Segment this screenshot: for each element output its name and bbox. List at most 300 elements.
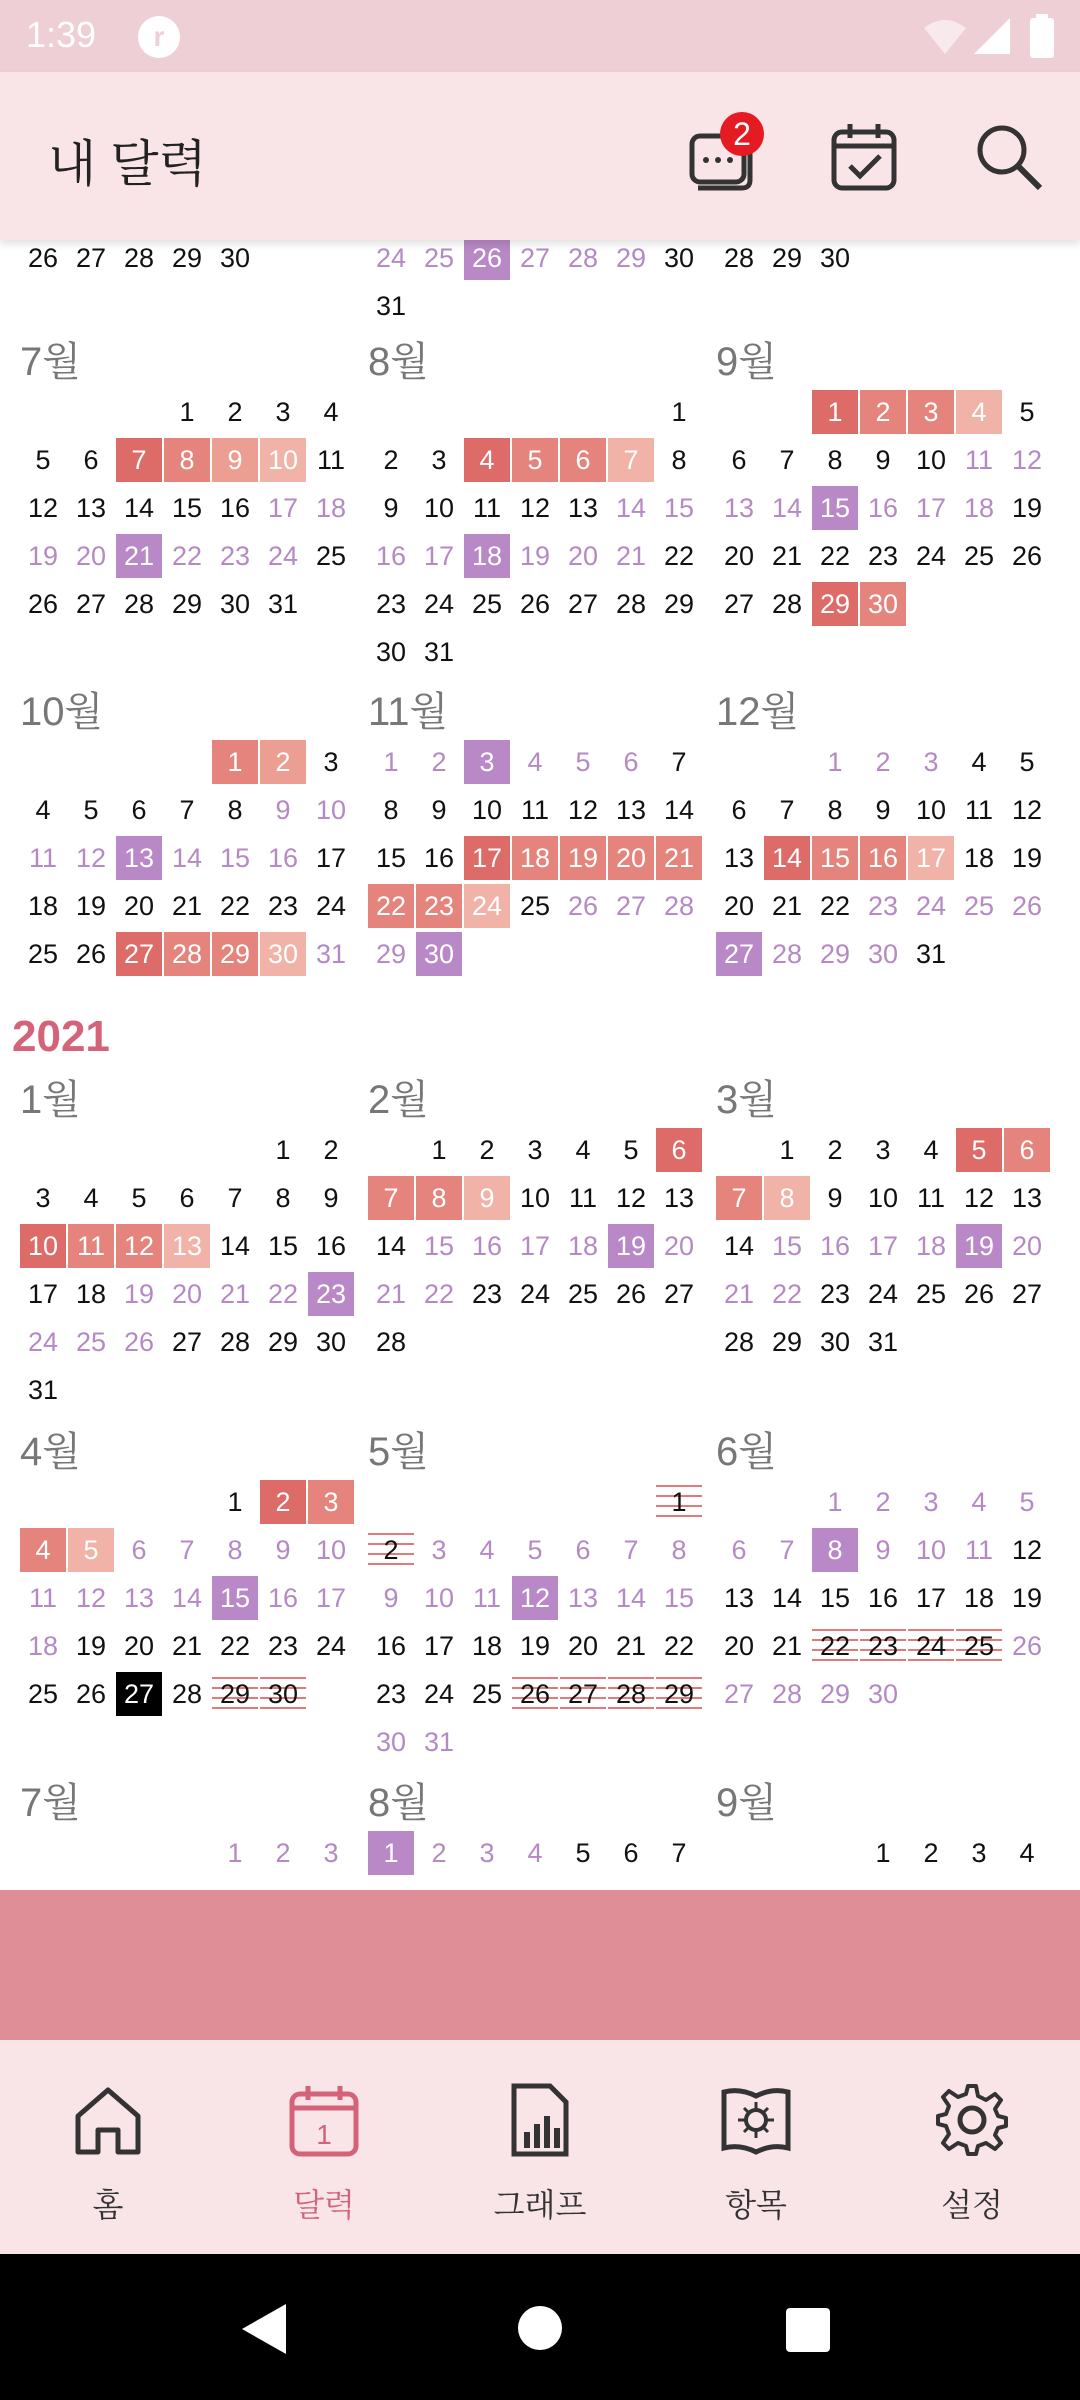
calendar-day[interactable]: 19 <box>560 836 606 880</box>
calendar-day[interactable]: 8 <box>416 1176 462 1220</box>
calendar-day[interactable]: 9 <box>875 1535 891 1565</box>
calendar-day[interactable]: 2 <box>479 1135 495 1165</box>
calendar-day[interactable]: 29 <box>615 243 647 273</box>
calendar-day[interactable]: 8 <box>671 1535 687 1565</box>
calendar-day[interactable]: 11 <box>472 1583 502 1613</box>
calendar-day[interactable]: 10 <box>423 1583 455 1613</box>
calendar-day[interactable]: 23 <box>267 1631 299 1661</box>
calendar-day[interactable]: 4 <box>1019 1838 1035 1868</box>
calendar-day[interactable]: 12 <box>567 795 599 825</box>
calendar-day[interactable]: 4 <box>527 1838 543 1868</box>
calendar-day[interactable]: 8 <box>164 438 210 482</box>
calendar-day[interactable]: 21 <box>171 1631 203 1661</box>
calendar-day[interactable]: 18 <box>27 1631 59 1661</box>
calendar-day[interactable]: 30 <box>219 589 251 619</box>
calendar-day[interactable]: 1 <box>212 740 258 784</box>
calendar-day[interactable]: 29 <box>812 582 858 626</box>
calendar-day[interactable]: 20 <box>75 541 107 571</box>
calendar-day[interactable]: 28 <box>771 1679 803 1709</box>
calendar-day[interactable]: 27 <box>567 589 599 619</box>
calendar-day[interactable]: 3 <box>308 1480 354 1524</box>
calendar-day[interactable]: 27 <box>116 932 162 976</box>
calendar-day[interactable]: 24 <box>464 884 510 928</box>
calendar-day[interactable]: 11 <box>964 1535 994 1565</box>
calendar-day[interactable]: 23 <box>219 541 251 571</box>
calendar-day[interactable]: 4 <box>527 747 543 777</box>
calendar-day[interactable]: 17 <box>867 1231 899 1261</box>
calendar-day[interactable]: 28 <box>164 932 210 976</box>
calendar-day[interactable]: 18 <box>512 836 558 880</box>
calendar-day[interactable]: 6 <box>623 747 639 777</box>
calendar-day[interactable]: 13 <box>663 1183 695 1213</box>
calendar-day[interactable]: 27 <box>716 932 762 976</box>
calendar-day[interactable]: 21 <box>656 836 702 880</box>
calendar-day[interactable]: 6 <box>731 1535 747 1565</box>
calendar-day[interactable]: 7 <box>227 1183 243 1213</box>
calendar-day[interactable]: 2 <box>875 1487 891 1517</box>
calendar-day[interactable]: 8 <box>671 445 687 475</box>
calendar-day[interactable]: 23 <box>867 891 899 921</box>
calendar-day[interactable]: 1 <box>875 1838 891 1868</box>
calendar-day[interactable]: 18 <box>963 843 995 873</box>
back-icon[interactable] <box>242 2304 286 2354</box>
calendar-day[interactable]: 14 <box>219 1231 251 1261</box>
calendar-day[interactable]: 19 <box>27 541 59 571</box>
calendar-day[interactable]: 25 <box>519 891 551 921</box>
calendar-day[interactable]: 10 <box>315 795 347 825</box>
calendar-day[interactable]: 26 <box>567 891 599 921</box>
calendar-day[interactable]: 3 <box>35 1183 51 1213</box>
calendar-day[interactable]: 27 <box>723 589 755 619</box>
calendar-day[interactable]: 28 <box>771 589 803 619</box>
calendar-day[interactable]: 1 <box>656 1480 702 1524</box>
calendar-day[interactable]: 6 <box>731 445 747 475</box>
calendar-day[interactable]: 29 <box>171 243 203 273</box>
calendar-day[interactable]: 5 <box>512 438 558 482</box>
calendar-day[interactable]: 6 <box>83 445 99 475</box>
calendar-day[interactable]: 30 <box>867 1679 899 1709</box>
calendar-day[interactable]: 17 <box>915 1583 947 1613</box>
calendar-day[interactable]: 6 <box>179 1183 195 1213</box>
calendar-day[interactable]: 22 <box>219 1631 251 1661</box>
calendar-day[interactable]: 2 <box>827 1135 843 1165</box>
calendar-day[interactable]: 31 <box>267 589 299 619</box>
calendar-day[interactable]: 13 <box>116 836 162 880</box>
calendar-day[interactable]: 12 <box>512 1576 558 1620</box>
calendar-day[interactable]: 7 <box>779 795 795 825</box>
calendar-day[interactable]: 14 <box>615 493 647 523</box>
calendar-day[interactable]: 13 <box>1011 1183 1043 1213</box>
calendar-day[interactable]: 9 <box>275 795 291 825</box>
calendar-day[interactable]: 11 <box>68 1224 114 1268</box>
calendar-day[interactable]: 20 <box>723 891 755 921</box>
calendar-day[interactable]: 1 <box>671 397 687 427</box>
calendar-day[interactable]: 3 <box>479 1838 495 1868</box>
calendar-day[interactable]: 12 <box>75 1583 107 1613</box>
calendar-day[interactable]: 10 <box>315 1535 347 1565</box>
search-icon[interactable] <box>968 116 1048 196</box>
calendar-day[interactable]: 18 <box>963 493 995 523</box>
calendar-day[interactable]: 15 <box>663 1583 695 1613</box>
calendar-day[interactable]: 5 <box>83 795 99 825</box>
calendar-day[interactable]: 10 <box>915 795 947 825</box>
calendar-day[interactable]: 30 <box>375 1727 407 1757</box>
calendar-day[interactable]: 1 <box>227 1487 243 1517</box>
calendar-day[interactable]: 12 <box>116 1224 162 1268</box>
calendar-day[interactable]: 8 <box>764 1176 810 1220</box>
calendar-day[interactable]: 17 <box>915 493 947 523</box>
calendar-day[interactable]: 22 <box>171 541 203 571</box>
calendar-day[interactable]: 4 <box>956 390 1002 434</box>
calendar-day[interactable]: 20 <box>1011 1231 1043 1261</box>
calendar-day[interactable]: 15 <box>267 1231 299 1261</box>
calendar-day[interactable]: 24 <box>915 541 947 571</box>
calendar-day[interactable]: 28 <box>608 1672 654 1716</box>
calendar-day[interactable]: 6 <box>560 438 606 482</box>
calendar-day[interactable]: 22 <box>771 1279 803 1309</box>
calendar-day[interactable]: 13 <box>75 493 107 523</box>
calendar-day[interactable]: 19 <box>75 891 107 921</box>
calendar-day[interactable]: 21 <box>375 1279 407 1309</box>
calendar-day[interactable]: 10 <box>20 1224 66 1268</box>
calendar-day[interactable]: 18 <box>464 534 510 578</box>
calendar-day[interactable]: 23 <box>819 1279 851 1309</box>
calendar-day[interactable]: 12 <box>1011 445 1043 475</box>
calendar-day[interactable]: 15 <box>219 843 251 873</box>
calendar-day[interactable]: 24 <box>315 1631 347 1661</box>
calendar-day[interactable]: 3 <box>464 740 510 784</box>
calendar-day[interactable]: 26 <box>75 1679 107 1709</box>
calendar-day[interactable]: 25 <box>27 1679 59 1709</box>
calendar-day[interactable]: 11 <box>28 843 58 873</box>
calendar-day[interactable]: 13 <box>723 843 755 873</box>
calendar-day[interactable]: 30 <box>416 932 462 976</box>
calendar-day[interactable]: 25 <box>27 939 59 969</box>
calendar-day[interactable]: 16 <box>819 1231 851 1261</box>
calendar-day[interactable]: 30 <box>260 932 306 976</box>
calendar-day[interactable]: 16 <box>471 1231 503 1261</box>
calendar-day[interactable]: 1 <box>779 1135 795 1165</box>
calendar-day[interactable]: 23 <box>375 589 407 619</box>
calendar-day[interactable]: 21 <box>723 1279 755 1309</box>
calendar-day[interactable]: 3 <box>875 1135 891 1165</box>
calendar-day[interactable]: 29 <box>267 1327 299 1357</box>
calendar-day[interactable]: 3 <box>431 1535 447 1565</box>
calendar-day[interactable]: 26 <box>1011 891 1043 921</box>
calendar-day[interactable]: 28 <box>723 1327 755 1357</box>
calendar-day[interactable]: 6 <box>656 1128 702 1172</box>
calendar-day[interactable]: 16 <box>860 836 906 880</box>
calendar-day[interactable]: 9 <box>875 795 891 825</box>
calendar-day[interactable]: 15 <box>812 836 858 880</box>
calendar-day[interactable]: 16 <box>219 493 251 523</box>
calendar-day[interactable]: 12 <box>1011 795 1043 825</box>
calendar-day[interactable]: 20 <box>171 1279 203 1309</box>
calendar-day[interactable]: 29 <box>212 932 258 976</box>
calendar-day[interactable]: 29 <box>771 243 803 273</box>
calendar-day[interactable]: 19 <box>519 1631 551 1661</box>
calendar-day[interactable]: 23 <box>267 891 299 921</box>
calendar-day[interactable]: 29 <box>663 589 695 619</box>
calendar-day[interactable]: 15 <box>819 1583 851 1613</box>
calendar-day[interactable]: 27 <box>615 891 647 921</box>
calendar-day[interactable]: 7 <box>779 1535 795 1565</box>
calendar-day[interactable]: 24 <box>915 891 947 921</box>
calendar-day[interactable]: 14 <box>375 1231 407 1261</box>
calendar-day[interactable]: 5 <box>68 1528 114 1572</box>
nav-calendar[interactable] <box>244 2080 404 2240</box>
calendar-day[interactable]: 1 <box>431 1135 447 1165</box>
calendar-day[interactable]: 29 <box>656 1672 702 1716</box>
calendar-day[interactable]: 7 <box>671 1838 687 1868</box>
calendar-day[interactable]: 12 <box>1011 1535 1043 1565</box>
calendar-day[interactable]: 16 <box>267 843 299 873</box>
calendar-day[interactable]: 23 <box>416 884 462 928</box>
calendar-day[interactable]: 10 <box>471 795 503 825</box>
calendar-day[interactable]: 30 <box>860 582 906 626</box>
calendar-day[interactable]: 20 <box>723 1631 755 1661</box>
calendar-day[interactable]: 3 <box>527 1135 543 1165</box>
calendar-day[interactable]: 25 <box>567 1279 599 1309</box>
calendar-day[interactable]: 7 <box>179 1535 195 1565</box>
calendar-day[interactable]: 17 <box>315 1583 347 1613</box>
calendar-day[interactable]: 4 <box>479 1535 495 1565</box>
calendar-day[interactable]: 23 <box>375 1679 407 1709</box>
calendar-day[interactable]: 20 <box>123 891 155 921</box>
calendar-day[interactable]: 8 <box>227 1535 243 1565</box>
calendar-day[interactable]: 27 <box>663 1279 695 1309</box>
calendar-day[interactable]: 24 <box>867 1279 899 1309</box>
calendar-day[interactable]: 26 <box>75 939 107 969</box>
calendar-day[interactable]: 10 <box>867 1183 899 1213</box>
calendar-day[interactable]: 12 <box>615 1183 647 1213</box>
calendar-day[interactable]: 9 <box>464 1176 510 1220</box>
calendar-day[interactable]: 12 <box>75 843 107 873</box>
calendar-day[interactable]: 3 <box>908 390 954 434</box>
calendar-day[interactable]: 28 <box>123 589 155 619</box>
calendar-day[interactable]: 13 <box>123 1583 155 1613</box>
calendar-day[interactable]: 4 <box>971 747 987 777</box>
calendar-day[interactable]: 26 <box>27 243 59 273</box>
calendar-day[interactable]: 23 <box>867 541 899 571</box>
calendar-day[interactable]: 22 <box>267 1279 299 1309</box>
calendar-day[interactable]: 10 <box>915 1535 947 1565</box>
calendar-day[interactable]: 7 <box>623 1535 639 1565</box>
calendar-day[interactable]: 20 <box>608 836 654 880</box>
calendar-day[interactable]: 16 <box>267 1583 299 1613</box>
calendar-day[interactable]: 2 <box>431 1838 447 1868</box>
calendar-day[interactable]: 3 <box>971 1838 987 1868</box>
calendar-day[interactable]: 4 <box>323 397 339 427</box>
calendar-day[interactable]: 7 <box>608 438 654 482</box>
calendar-day[interactable]: 8 <box>275 1183 291 1213</box>
calendar-grid[interactable] <box>0 240 1080 1890</box>
calendar-day[interactable]: 2 <box>227 397 243 427</box>
calendar-day[interactable]: 27 <box>75 589 107 619</box>
calendar-day[interactable]: 23 <box>471 1279 503 1309</box>
calendar-day[interactable]: 19 <box>1011 493 1043 523</box>
calendar-day[interactable]: 10 <box>519 1183 551 1213</box>
calendar-day[interactable]: 22 <box>219 891 251 921</box>
calendar-day[interactable]: 14 <box>123 493 155 523</box>
calendar-day[interactable]: 21 <box>116 534 162 578</box>
calendar-day[interactable]: 25 <box>963 541 995 571</box>
calendar-day[interactable]: 11 <box>568 1183 598 1213</box>
calendar-day[interactable]: 8 <box>383 795 399 825</box>
calendar-day[interactable]: 14 <box>171 1583 203 1613</box>
calendar-day[interactable]: 28 <box>219 1327 251 1357</box>
calendar-day[interactable]: 6 <box>623 1838 639 1868</box>
calendar-day[interactable]: 22 <box>819 541 851 571</box>
calendar-day[interactable]: 25 <box>315 541 347 571</box>
calendar-day[interactable]: 4 <box>35 795 51 825</box>
calendar-day[interactable]: 9 <box>875 445 891 475</box>
calendar-day[interactable]: 5 <box>527 1535 543 1565</box>
calendar-day[interactable]: 5 <box>1019 747 1035 777</box>
calendar-day[interactable]: 1 <box>812 390 858 434</box>
calendar-day[interactable]: 19 <box>519 541 551 571</box>
calendar-day[interactable]: 7 <box>368 1176 414 1220</box>
calendar-day[interactable]: 30 <box>819 1327 851 1357</box>
calendar-day[interactable]: 8 <box>827 795 843 825</box>
calendar-day[interactable]: 22 <box>368 884 414 928</box>
calendar-day[interactable]: 14 <box>171 843 203 873</box>
calendar-day[interactable]: 10 <box>915 445 947 475</box>
calendar-day[interactable]: 2 <box>260 740 306 784</box>
calendar-day[interactable]: 26 <box>519 589 551 619</box>
calendar-day[interactable]: 25 <box>915 1279 947 1309</box>
calendar-day[interactable]: 23 <box>860 1624 906 1668</box>
calendar-day[interactable]: 13 <box>567 1583 599 1613</box>
calendar-day[interactable]: 18 <box>915 1231 947 1261</box>
calendar-day[interactable]: 9 <box>383 493 399 523</box>
calendar-day[interactable]: 29 <box>819 939 851 969</box>
calendar-day[interactable]: 25 <box>471 589 503 619</box>
calendar-day[interactable]: 31 <box>423 637 455 667</box>
calendar-day[interactable]: 24 <box>423 1679 455 1709</box>
calendar-day[interactable]: 6 <box>131 1535 147 1565</box>
calendar-day[interactable]: 27 <box>519 243 551 273</box>
calendar-day[interactable]: 15 <box>812 486 858 530</box>
calendar-day[interactable]: 20 <box>567 541 599 571</box>
calendar-day[interactable]: 2 <box>368 1528 414 1572</box>
calendar-day[interactable]: 17 <box>423 541 455 571</box>
calendar-day[interactable]: 11 <box>28 1583 58 1613</box>
calendar-day[interactable]: 13 <box>723 493 755 523</box>
calendar-day[interactable]: 16 <box>375 541 407 571</box>
calendar-day[interactable]: 4 <box>923 1135 939 1165</box>
calendar-day[interactable]: 17 <box>519 1231 551 1261</box>
calendar-day[interactable]: 21 <box>771 891 803 921</box>
calendar-day[interactable]: 30 <box>260 1672 306 1716</box>
calendar-day[interactable]: 7 <box>116 438 162 482</box>
calendar-day[interactable]: 30 <box>819 243 851 273</box>
calendar-day[interactable]: 22 <box>819 891 851 921</box>
calendar-day[interactable]: 28 <box>171 1679 203 1709</box>
calendar-day[interactable]: 12 <box>519 493 551 523</box>
calendar-day[interactable]: 11 <box>472 493 502 523</box>
calendar-day[interactable]: 1 <box>827 747 843 777</box>
calendar-day[interactable]: 15 <box>212 1576 258 1620</box>
calendar-day[interactable]: 5 <box>623 1135 639 1165</box>
calendar-day[interactable]: 12 <box>963 1183 995 1213</box>
calendar-day[interactable]: 14 <box>723 1231 755 1261</box>
calendar-day[interactable]: 12 <box>27 493 59 523</box>
calendar-day[interactable]: 24 <box>375 243 407 273</box>
calendar-day[interactable]: 16 <box>423 843 455 873</box>
calendar-day[interactable]: 9 <box>383 1583 399 1613</box>
calendar-day[interactable]: 6 <box>1004 1128 1050 1172</box>
calendar-day[interactable]: 3 <box>275 397 291 427</box>
calendar-day[interactable]: 21 <box>615 541 647 571</box>
calendar-day[interactable]: 18 <box>963 1583 995 1613</box>
calendar-day[interactable]: 24 <box>267 541 299 571</box>
calendar-day[interactable]: 11 <box>964 795 994 825</box>
calendar-day[interactable]: 25 <box>423 243 455 273</box>
calendar-day[interactable]: 28 <box>615 589 647 619</box>
calendar-day[interactable]: 31 <box>423 1727 455 1757</box>
calendar-day[interactable]: 28 <box>567 243 599 273</box>
calendar-day[interactable]: 20 <box>123 1631 155 1661</box>
calendar-day[interactable]: 21 <box>771 541 803 571</box>
calendar-day[interactable]: 26 <box>512 1672 558 1716</box>
calendar-day[interactable]: 9 <box>827 1183 843 1213</box>
calendar-day[interactable]: 2 <box>923 1838 939 1868</box>
calendar-day[interactable]: 19 <box>1011 1583 1043 1613</box>
calendar-day[interactable]: 13 <box>615 795 647 825</box>
calendar-day[interactable]: 5 <box>575 747 591 777</box>
calendar-day[interactable]: 7 <box>779 445 795 475</box>
calendar-day[interactable]: 14 <box>771 1583 803 1613</box>
calendar-day[interactable]: 9 <box>431 795 447 825</box>
calendar-day[interactable]: 26 <box>1011 541 1043 571</box>
calendar-day[interactable]: 19 <box>956 1224 1002 1268</box>
calendar-day[interactable]: 16 <box>867 493 899 523</box>
calendar-day[interactable]: 23 <box>308 1272 354 1316</box>
calendar-day[interactable]: 13 <box>567 493 599 523</box>
calendar-day[interactable]: 15 <box>663 493 695 523</box>
calendar-day[interactable]: 18 <box>567 1231 599 1261</box>
calendar-day[interactable]: 6 <box>131 795 147 825</box>
calendar-day[interactable]: 26 <box>27 589 59 619</box>
calendar-day[interactable]: 27 <box>171 1327 203 1357</box>
calendar-day[interactable]: 26 <box>1011 1631 1043 1661</box>
calendar-day[interactable]: 30 <box>315 1327 347 1357</box>
calendar-day[interactable]: 14 <box>615 1583 647 1613</box>
calendar-day[interactable]: 27 <box>560 1672 606 1716</box>
recents-icon[interactable] <box>786 2308 830 2352</box>
calendar-day[interactable]: 27 <box>116 1672 162 1716</box>
calendar-day[interactable]: 26 <box>464 236 510 280</box>
calendar-day[interactable]: 19 <box>123 1279 155 1309</box>
calendar-day[interactable]: 27 <box>75 243 107 273</box>
calendar-day[interactable]: 1 <box>227 1838 243 1868</box>
calendar-day[interactable]: 17 <box>908 836 954 880</box>
calendar-day[interactable]: 4 <box>971 1487 987 1517</box>
calendar-day[interactable]: 2 <box>431 747 447 777</box>
calendar-day[interactable]: 30 <box>867 939 899 969</box>
calendar-day[interactable]: 22 <box>663 1631 695 1661</box>
calendar-day[interactable]: 25 <box>471 1679 503 1709</box>
calendar-day[interactable]: 11 <box>964 445 994 475</box>
calendar-day[interactable]: 4 <box>20 1528 66 1572</box>
calendar-day[interactable]: 1 <box>275 1135 291 1165</box>
calendar-day[interactable]: 10 <box>423 493 455 523</box>
calendar-day[interactable]: 31 <box>867 1327 899 1357</box>
calendar-day[interactable]: 5 <box>1019 397 1035 427</box>
calendar-day[interactable]: 10 <box>260 438 306 482</box>
calendar-day[interactable]: 7 <box>716 1176 762 1220</box>
